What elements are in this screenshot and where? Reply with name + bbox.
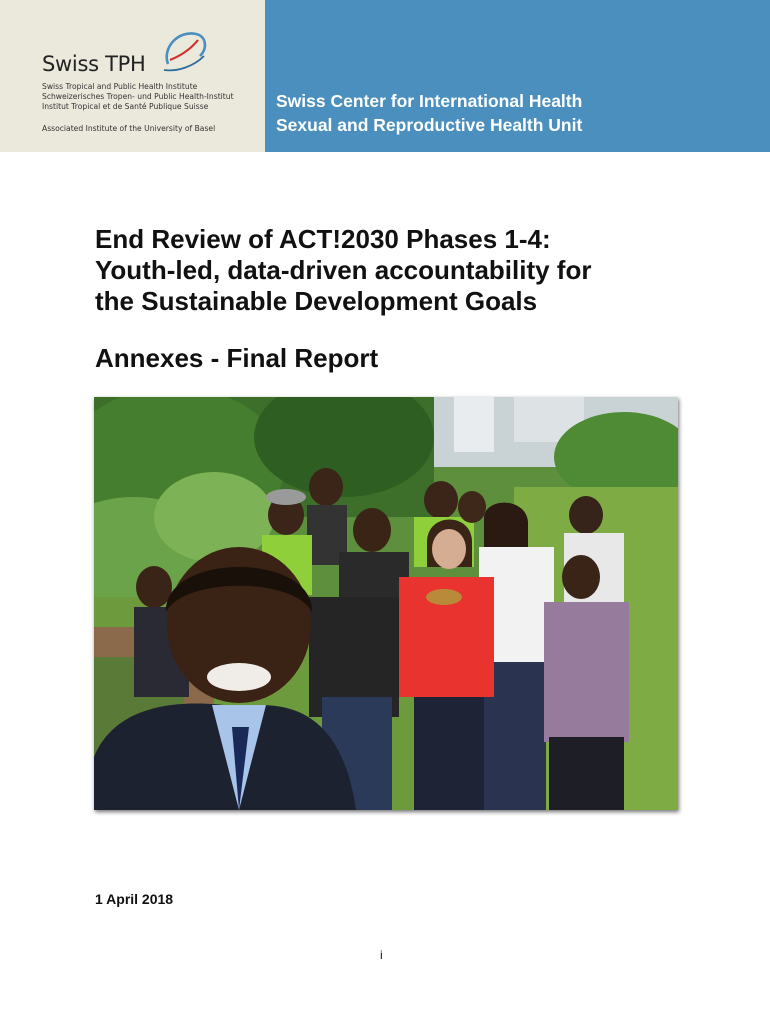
logo-line-de: Schweizerisches Tropen- und Public Health-Institut bbox=[42, 92, 234, 101]
title-line-3: the Sustainable Development Goals bbox=[95, 286, 538, 316]
report-date: 1 April 2018 bbox=[95, 891, 174, 907]
logo-wordmark: Swiss TPH bbox=[42, 52, 146, 76]
report-subtitle: Annexes - Final Report bbox=[95, 343, 379, 373]
swiss-tph-swoosh-icon bbox=[160, 26, 210, 74]
banner-line-center: Swiss Center for International Health bbox=[276, 91, 583, 111]
header-banner bbox=[265, 0, 770, 152]
title-line-2: Youth-led, data-driven accountability for bbox=[95, 255, 592, 285]
logo-associated-line: Associated Institute of the University of Basel bbox=[42, 124, 216, 133]
logo-institute-names bbox=[42, 82, 234, 112]
logo-line-en: Swiss Tropical and Public Health Institute bbox=[42, 82, 198, 91]
page-number: i bbox=[380, 948, 383, 962]
cover-photo bbox=[94, 397, 678, 810]
group-selfie-illustration bbox=[94, 397, 678, 810]
logo-panel bbox=[0, 0, 265, 152]
report-title bbox=[95, 224, 735, 317]
logo-line-fr: Institut Tropical et de Santé Publique Suisse bbox=[42, 102, 209, 111]
banner-line-unit: Sexual and Reproductive Health Unit bbox=[276, 115, 583, 135]
title-line-1: End Review of ACT!2030 Phases 1-4: bbox=[95, 224, 551, 254]
